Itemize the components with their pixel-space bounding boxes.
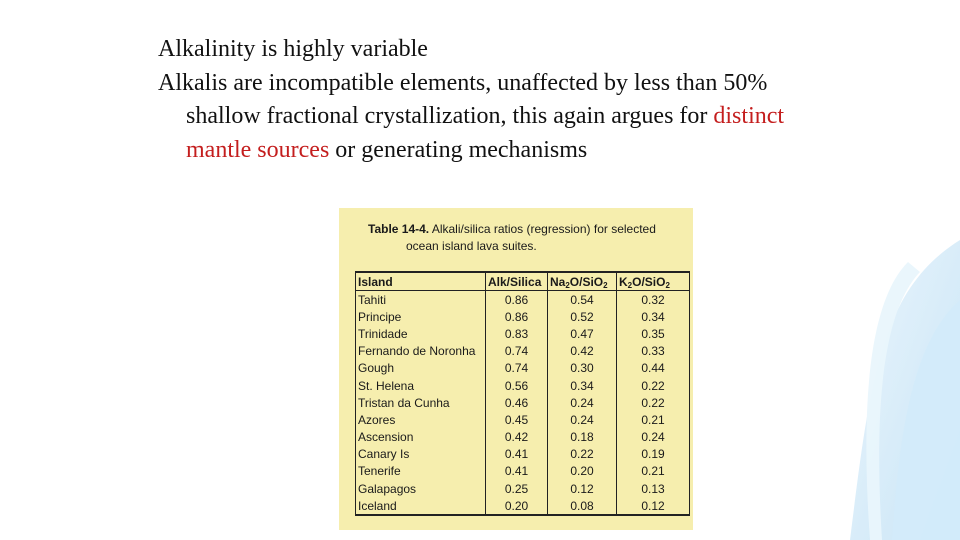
bullet-2-start: Alkalis are incompatible elements, unaffected by less than 50% shallow fractional crystallization, this again argues for xyxy=(158,69,768,129)
na2o-sio2-cell: 0.08 xyxy=(548,497,617,515)
table-row xyxy=(356,411,690,428)
table-row xyxy=(356,325,690,342)
alk-silica-cell: 0.41 xyxy=(486,463,548,480)
na2o-sio2-cell: 0.42 xyxy=(548,343,617,360)
alk-silica-cell: 0.86 xyxy=(486,291,548,309)
header-alk-silica: Alk/Silica xyxy=(486,272,548,291)
alk-silica-cell: 0.56 xyxy=(486,377,548,394)
island-cell: Galapagos xyxy=(356,480,486,497)
caption-text-line2: ocean island lava suites. xyxy=(406,238,537,253)
table-number: Table 14-4. xyxy=(368,222,430,236)
k2o-sio2-cell: 0.21 xyxy=(617,463,690,480)
k2o-sio2-cell: 0.24 xyxy=(617,429,690,446)
table-row xyxy=(356,429,690,446)
alk-silica-cell: 0.74 xyxy=(486,343,548,360)
k2o-sio2-cell: 0.35 xyxy=(617,325,690,342)
k2o-sio2-cell: 0.13 xyxy=(617,480,690,497)
k2o-sio2-cell: 0.22 xyxy=(617,377,690,394)
bullet-2 xyxy=(158,67,838,168)
alk-silica-cell: 0.42 xyxy=(486,429,548,446)
k2o-sio2-cell: 0.22 xyxy=(617,394,690,411)
alk-silica-cell: 0.45 xyxy=(486,411,548,428)
caption-text: Alkali/silica ratios (regression) for selected xyxy=(429,222,656,236)
island-cell: Tahiti xyxy=(356,291,486,309)
table-row xyxy=(356,446,690,463)
table-row xyxy=(356,291,690,309)
na2o-sio2-cell: 0.24 xyxy=(548,394,617,411)
table-row xyxy=(356,394,690,411)
island-cell: Principe xyxy=(356,308,486,325)
alk-silica-cell: 0.20 xyxy=(486,497,548,515)
na2o-sio2-cell: 0.18 xyxy=(548,429,617,446)
island-cell: Tenerife xyxy=(356,463,486,480)
island-cell: Canary Is xyxy=(356,446,486,463)
alk-silica-cell: 0.25 xyxy=(486,480,548,497)
alk-silica-cell: 0.83 xyxy=(486,325,548,342)
island-cell: Ascension xyxy=(356,429,486,446)
na2o-sio2-cell: 0.47 xyxy=(548,325,617,342)
island-cell: Azores xyxy=(356,411,486,428)
na2o-sio2-cell: 0.54 xyxy=(548,291,617,309)
alkali-silica-table xyxy=(355,271,690,516)
table-caption xyxy=(368,221,656,254)
k2o-sio2-cell: 0.33 xyxy=(617,343,690,360)
alk-silica-cell: 0.74 xyxy=(486,360,548,377)
island-cell: Iceland xyxy=(356,497,486,515)
bullet-text xyxy=(158,33,838,167)
table-row xyxy=(356,480,690,497)
na2o-sio2-cell: 0.24 xyxy=(548,411,617,428)
na2o-sio2-cell: 0.22 xyxy=(548,446,617,463)
k2o-sio2-cell: 0.32 xyxy=(617,291,690,309)
k2o-sio2-cell: 0.21 xyxy=(617,411,690,428)
table-row xyxy=(356,377,690,394)
table-row xyxy=(356,463,690,480)
island-cell: St. Helena xyxy=(356,377,486,394)
na2o-sio2-cell: 0.52 xyxy=(548,308,617,325)
table-body xyxy=(356,291,690,516)
alk-silica-cell: 0.41 xyxy=(486,446,548,463)
table-header-row xyxy=(356,272,690,291)
header-na2o-sio2: $Na_2O/SiO_2$ xyxy=(548,272,617,291)
table-row xyxy=(356,360,690,377)
k2o-sio2-cell: 0.19 xyxy=(617,446,690,463)
na2o-sio2-cell: 0.30 xyxy=(548,360,617,377)
bullet-2-end: or generating mechanisms xyxy=(329,136,588,163)
table-row xyxy=(356,343,690,360)
k2o-sio2-cell: 0.12 xyxy=(617,497,690,515)
island-cell: Fernando de Noronha xyxy=(356,343,486,360)
table-figure xyxy=(339,208,693,530)
table-row xyxy=(356,497,690,515)
header-k2o-sio2: $K_2O/SiO_2$ xyxy=(617,272,690,291)
highlight-distinct-mantle-sources: distinct mantle sources xyxy=(186,103,785,163)
na2o-sio2-cell: 0.20 xyxy=(548,463,617,480)
k2o-sio2-cell: 0.44 xyxy=(617,360,690,377)
na2o-sio2-cell: 0.12 xyxy=(548,480,617,497)
alk-silica-cell: 0.86 xyxy=(486,308,548,325)
bullet-1: Alkalinity is highly variable xyxy=(158,36,428,62)
na2o-sio2-cell: 0.34 xyxy=(548,377,617,394)
table-row xyxy=(356,308,690,325)
alk-silica-cell: 0.46 xyxy=(486,394,548,411)
island-cell: Trinidade xyxy=(356,325,486,342)
island-cell: Tristan da Cunha xyxy=(356,394,486,411)
island-cell: Gough xyxy=(356,360,486,377)
k2o-sio2-cell: 0.34 xyxy=(617,308,690,325)
header-island: Island xyxy=(356,272,486,291)
